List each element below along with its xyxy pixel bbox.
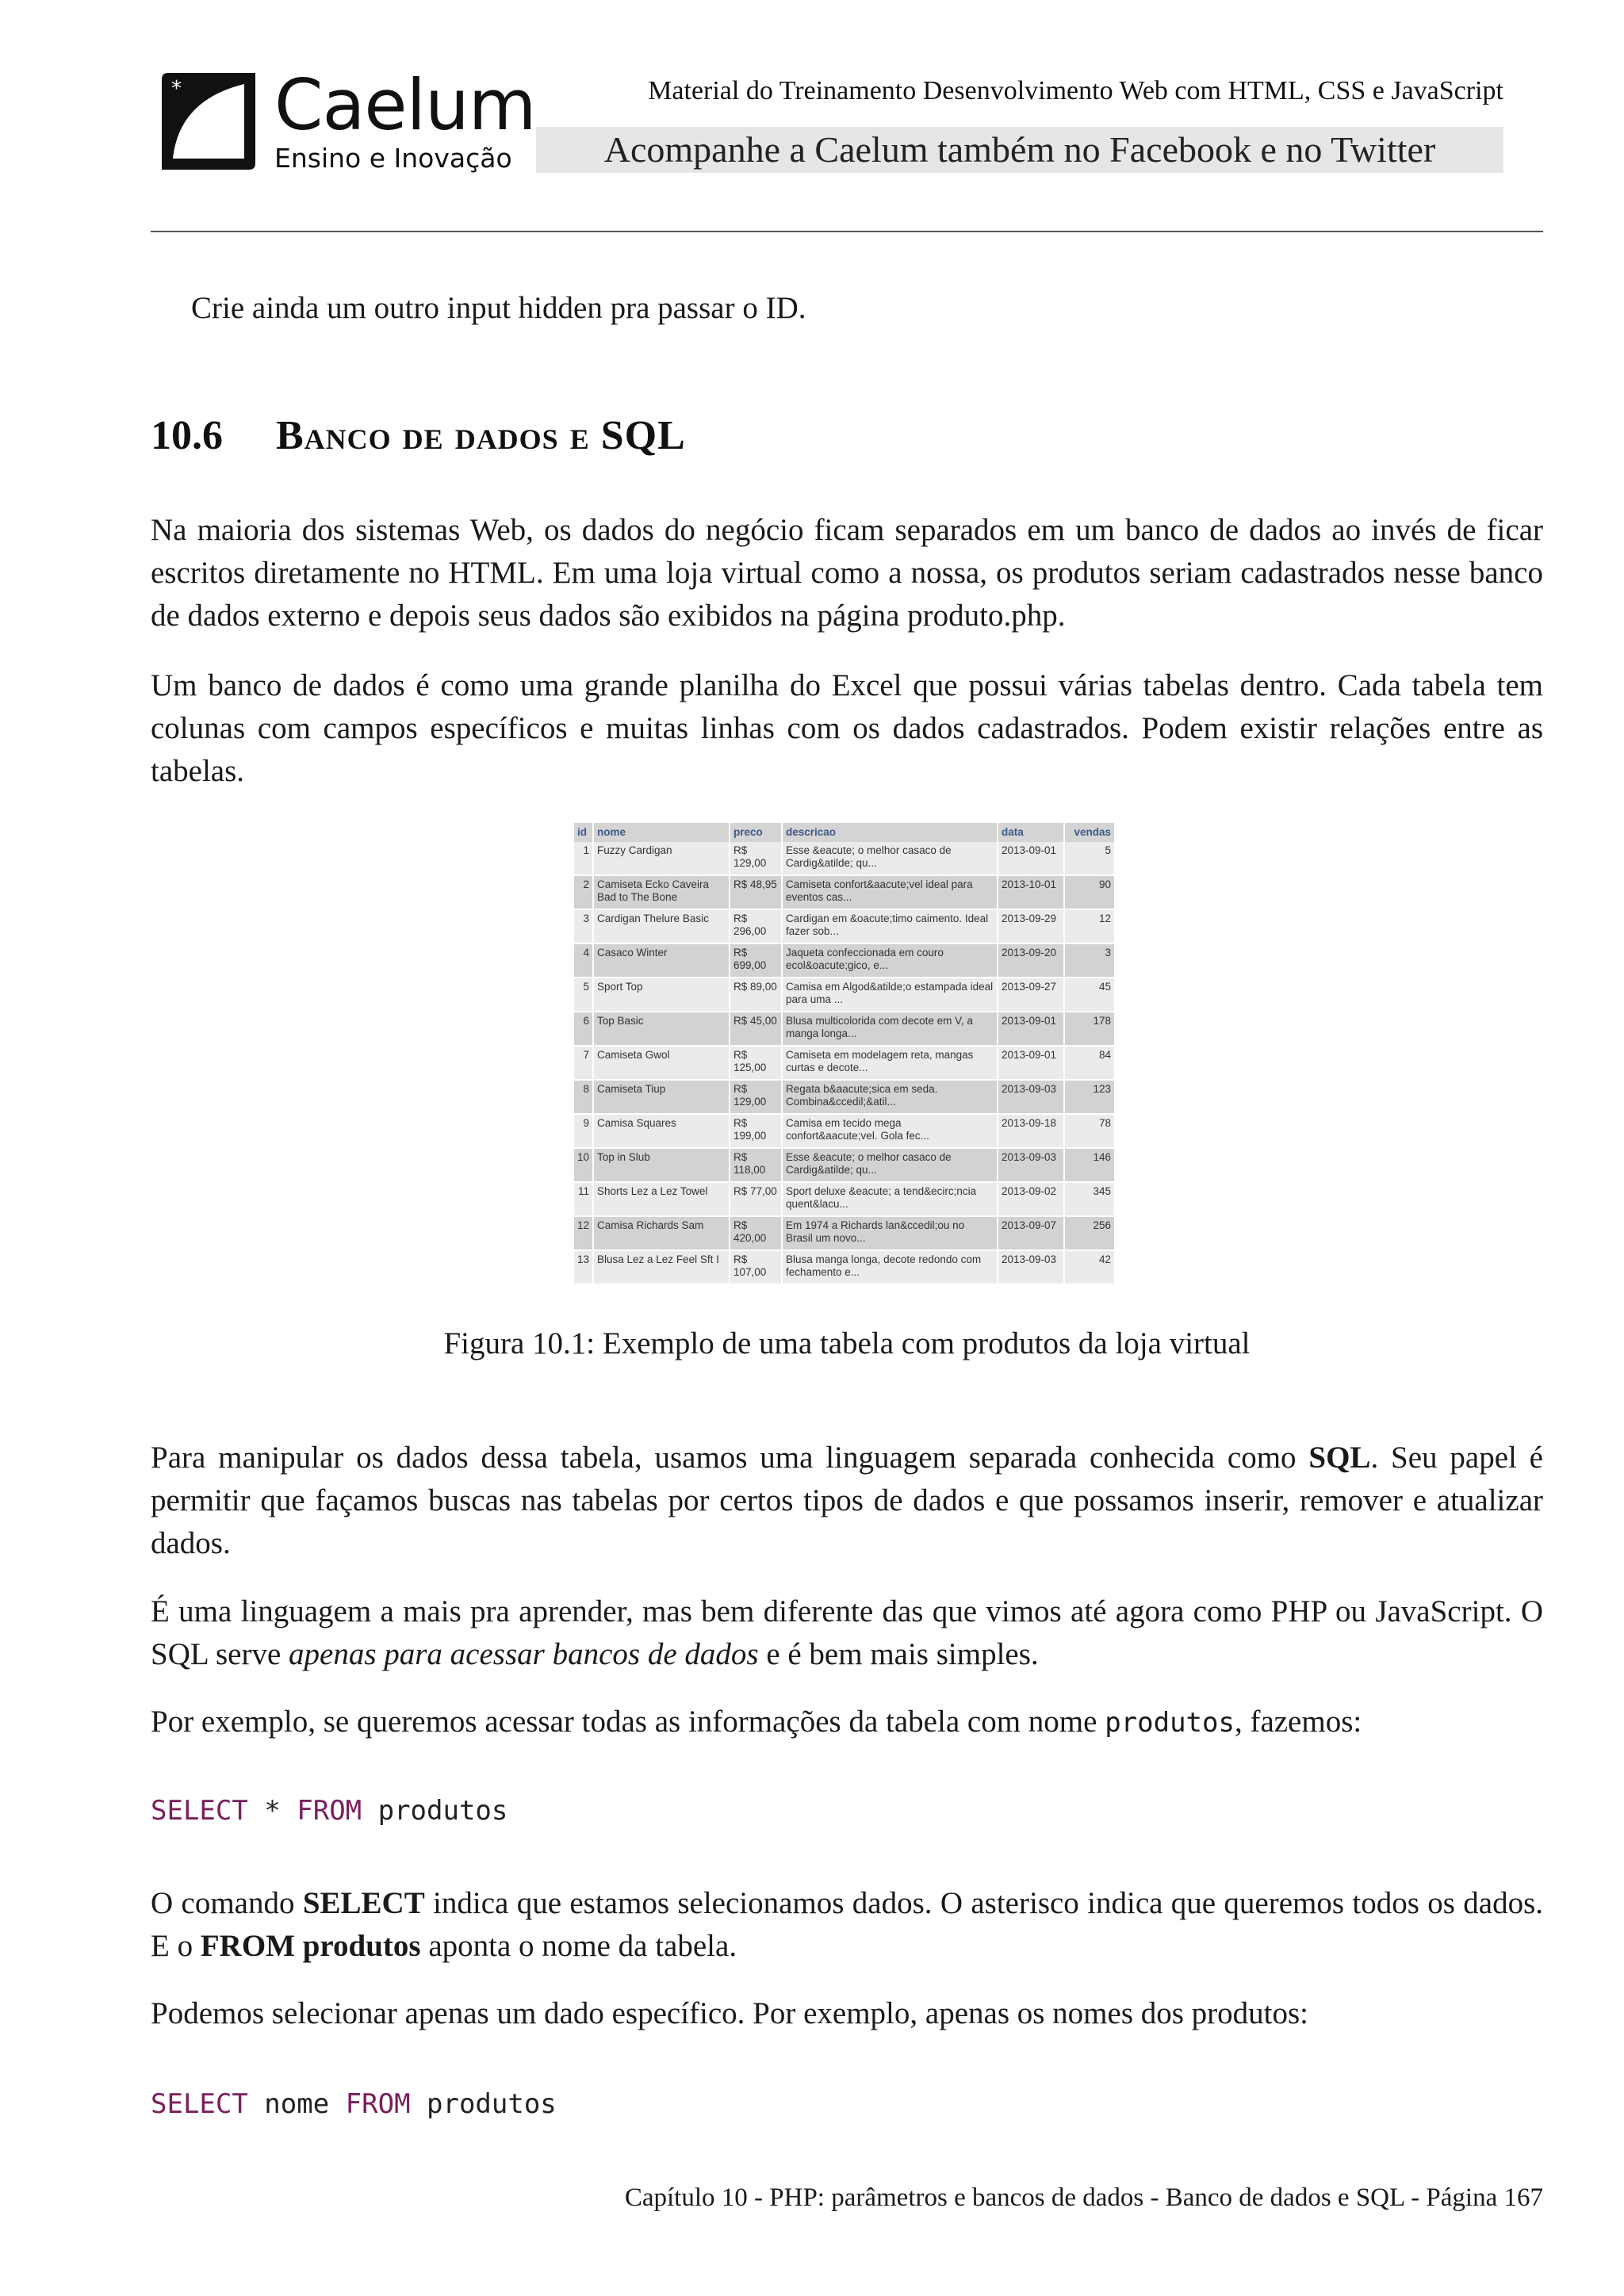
table-cell-data: 2013-09-01 bbox=[998, 1012, 1064, 1046]
bold-term: SQL bbox=[1308, 1441, 1371, 1475]
table-cell-vendas: 178 bbox=[1064, 1012, 1115, 1046]
paragraph-1: Na maioria dos sistemas Web, os dados do negócio ficam separados em um banco de dados ao invés de ficar escritos diretamente no HTML. Em uma loja virtual como a nossa, os produtos seriam cadastrados nesse banco de dados externo e depois seus dados são exibidos na página produto.php. bbox=[151, 513, 1543, 633]
column-header: nome bbox=[593, 823, 730, 842]
text-run: É uma linguagem a mais pra aprender, mas bem diferente das que vimos até agora como PHP ou JavaScript. O SQL serve bbox=[151, 1594, 1543, 1671]
table-cell-nome: Camiseta Gwol bbox=[593, 1046, 730, 1080]
table-cell-nome: Top in Slub bbox=[593, 1148, 730, 1182]
table-cell-vendas: 12 bbox=[1064, 909, 1115, 943]
table-cell-preco: R$ 125,00 bbox=[730, 1046, 782, 1080]
code-text: produtos bbox=[410, 2088, 557, 2120]
table-cell-id: 8 bbox=[574, 1080, 593, 1114]
material-title: Material do Treinamento Desenvolvimento Web com HTML, CSS e JavaScript bbox=[648, 76, 1503, 105]
table-cell-vendas: 78 bbox=[1064, 1114, 1115, 1148]
code-text: produtos bbox=[362, 1795, 508, 1827]
table-cell-id: 13 bbox=[574, 1250, 593, 1284]
table-cell-data: 2013-09-01 bbox=[998, 1046, 1064, 1080]
table-row bbox=[574, 875, 1115, 909]
table-cell-id: 4 bbox=[574, 943, 593, 978]
table-cell-preco: R$ 420,00 bbox=[730, 1216, 782, 1250]
table-cell-descricao: Sport deluxe &eacute; a tend&ecirc;ncia quent&lacu... bbox=[782, 1182, 998, 1216]
header-divider bbox=[151, 231, 1543, 232]
products-table-figure bbox=[574, 823, 1116, 1285]
table-cell-nome: Camiseta Ecko Caveira Bad to The Bone bbox=[593, 875, 730, 909]
code-keyword: SELECT bbox=[151, 1795, 248, 1827]
text-run: aponta o nome da tabela. bbox=[420, 1929, 737, 1963]
table-cell-data: 2013-09-18 bbox=[998, 1114, 1064, 1148]
table-cell-preco: R$ 129,00 bbox=[730, 842, 782, 875]
text-run: , fazemos: bbox=[1234, 1705, 1362, 1739]
paragraph-4 bbox=[151, 1590, 1543, 1676]
column-header: id bbox=[574, 823, 593, 842]
table-cell-descricao: Camisa em Algod&atilde;o estampada ideal para uma ... bbox=[782, 978, 998, 1012]
table-cell-vendas: 90 bbox=[1064, 875, 1115, 909]
inline-code: produtos bbox=[1105, 1707, 1235, 1739]
table-cell-data: 2013-09-27 bbox=[998, 978, 1064, 1012]
section-heading bbox=[151, 412, 686, 459]
italic-phrase: apenas para acessar bancos de dados bbox=[289, 1637, 759, 1671]
table-cell-descricao: Esse &eacute; o melhor casaco de Cardig&atilde; qu... bbox=[782, 1148, 998, 1182]
logo-wordmark bbox=[274, 64, 536, 174]
table-cell-data: 2013-09-01 bbox=[998, 842, 1064, 875]
code-keyword: SELECT bbox=[151, 2088, 248, 2120]
paragraph-5 bbox=[151, 1701, 1543, 1744]
table-row bbox=[574, 1250, 1115, 1284]
table-cell-preco: R$ 199,00 bbox=[730, 1114, 782, 1148]
table-row bbox=[574, 1216, 1115, 1250]
table-cell-descricao: Jaqueta confeccionada em couro ecol&oacute;gico, e... bbox=[782, 943, 998, 978]
table-cell-descricao: Em 1974 a Richards lan&ccedil;ou no Brasil um novo... bbox=[782, 1216, 998, 1250]
table-cell-nome: Camisa Squares bbox=[593, 1114, 730, 1148]
table-cell-data: 2013-10-01 bbox=[998, 875, 1064, 909]
table-header-row bbox=[574, 823, 1115, 842]
section-title: Banco de dados e SQL bbox=[276, 413, 686, 458]
table-cell-nome: Casaco Winter bbox=[593, 943, 730, 978]
table-cell-id: 9 bbox=[574, 1114, 593, 1148]
table-cell-descricao: Camiseta confort&aacute;vel ideal para eventos cas... bbox=[782, 875, 998, 909]
table-cell-nome: Cardigan Thelure Basic bbox=[593, 909, 730, 943]
bold-term: FROM produtos bbox=[200, 1929, 421, 1963]
table-cell-preco: R$ 699,00 bbox=[730, 943, 782, 978]
table-row bbox=[574, 1012, 1115, 1046]
paragraph-3 bbox=[151, 1437, 1543, 1565]
text-run: Por exemplo, se queremos acessar todas as informações da tabela com nome bbox=[151, 1705, 1105, 1739]
bold-term: SELECT bbox=[302, 1886, 425, 1920]
table-cell-nome: Blusa Lez a Lez Feel Sft I bbox=[593, 1250, 730, 1284]
text-run: O comando bbox=[151, 1886, 303, 1920]
column-header: descricao bbox=[782, 823, 998, 842]
table-cell-descricao: Blusa multicolorida com decote em V, a manga longa... bbox=[782, 1012, 998, 1046]
column-header: vendas bbox=[1064, 823, 1115, 842]
table-row bbox=[574, 1046, 1115, 1080]
table-row bbox=[574, 909, 1115, 943]
table-cell-data: 2013-09-29 bbox=[998, 909, 1064, 943]
table-cell-id: 2 bbox=[574, 875, 593, 909]
table-cell-nome: Top Basic bbox=[593, 1012, 730, 1046]
table-cell-id: 3 bbox=[574, 909, 593, 943]
table-cell-vendas: 5 bbox=[1064, 842, 1115, 875]
table-row bbox=[574, 1114, 1115, 1148]
table-cell-descricao: Regata b&aacute;sica em seda. Combina&ccedil;&atil... bbox=[782, 1080, 998, 1114]
table-row bbox=[574, 943, 1115, 978]
table-cell-nome: Camisa Richards Sam bbox=[593, 1216, 730, 1250]
table-cell-nome: Fuzzy Cardigan bbox=[593, 842, 730, 875]
social-banner: Acompanhe a Caelum também no Facebook e no Twitter bbox=[536, 127, 1503, 173]
table-cell-id: 11 bbox=[574, 1182, 593, 1216]
table-row bbox=[574, 1182, 1115, 1216]
table-cell-preco: R$ 77,00 bbox=[730, 1182, 782, 1216]
figure-caption: Figura 10.1: Exemplo de uma tabela com produtos da loja virtual bbox=[443, 1326, 1251, 1360]
text-run: indica que estamos selecionamos dados. O asterisco indica que queremos todos os dados. E o bbox=[151, 1886, 1544, 1963]
code-keyword: FROM bbox=[345, 2088, 411, 2120]
table-cell-descricao: Camisa em tecido mega confort&aacute;vel. Gola fec... bbox=[782, 1114, 998, 1148]
table-cell-descricao: Camiseta em modelagem reta, mangas curtas e decote... bbox=[782, 1046, 998, 1080]
table-cell-preco: R$ 296,00 bbox=[730, 909, 782, 943]
table-row bbox=[574, 978, 1115, 1012]
table-cell-data: 2013-09-03 bbox=[998, 1148, 1064, 1182]
table-cell-descricao: Esse &eacute; o melhor casaco de Cardig&atilde; qu... bbox=[782, 842, 998, 875]
table-cell-id: 5 bbox=[574, 978, 593, 1012]
table-cell-preco: R$ 118,00 bbox=[730, 1148, 782, 1182]
table-cell-preco: R$ 89,00 bbox=[730, 978, 782, 1012]
paragraph-2: Um banco de dados é como uma grande planilha do Excel que possui várias tabelas dentro. Cada tabela tem colunas com campos específicos e muitas linhas com os dados cadastrados. Podem existir relações entre as tabelas. bbox=[151, 668, 1543, 788]
code-block-select-nome bbox=[151, 2088, 557, 2120]
table-cell-descricao: Blusa manga longa, decote redondo com fechamento e... bbox=[782, 1250, 998, 1284]
table-row bbox=[574, 1080, 1115, 1114]
table-cell-data: 2013-09-03 bbox=[998, 1080, 1064, 1114]
paragraph-6 bbox=[151, 1882, 1543, 1968]
table-cell-preco: R$ 107,00 bbox=[730, 1250, 782, 1284]
svg-text:*: * bbox=[171, 77, 182, 101]
table-cell-nome: Sport Top bbox=[593, 978, 730, 1012]
column-header: preco bbox=[730, 823, 782, 842]
table-cell-id: 12 bbox=[574, 1216, 593, 1250]
text-run: . Seu papel é permitir que façamos buscas nas tabelas por certos tipos de dados e que possamos inserir, remover e atualizar dados. bbox=[151, 1441, 1543, 1560]
table-cell-vendas: 45 bbox=[1064, 978, 1115, 1012]
page-footer: Capítulo 10 - PHP: parâmetros e bancos de dados - Banco de dados e SQL - Página 167 bbox=[624, 2183, 1543, 2212]
text-run: Para manipular os dados dessa tabela, usamos uma linguagem separada conhecida como bbox=[151, 1441, 1309, 1475]
column-header: data bbox=[998, 823, 1064, 842]
table-cell-nome: Camiseta Tiup bbox=[593, 1080, 730, 1114]
table-cell-data: 2013-09-20 bbox=[998, 943, 1064, 978]
table-cell-vendas: 42 bbox=[1064, 1250, 1115, 1284]
table-cell-vendas: 345 bbox=[1064, 1182, 1115, 1216]
table-row bbox=[574, 842, 1115, 875]
table-cell-preco: R$ 48,95 bbox=[730, 875, 782, 909]
table-cell-nome: Shorts Lez a Lez Towel bbox=[593, 1182, 730, 1216]
code-text: nome bbox=[247, 2088, 346, 2120]
table-cell-id: 1 bbox=[574, 842, 593, 875]
code-block-select-all bbox=[151, 1795, 508, 1827]
logo-name: Caelum bbox=[274, 64, 536, 146]
logo-tagline: Ensino e Inovação bbox=[274, 143, 512, 174]
code-text: * bbox=[247, 1795, 297, 1827]
table-cell-descricao: Cardigan em &oacute;timo caimento. Ideal fazer sob... bbox=[782, 909, 998, 943]
table-cell-preco: R$ 45,00 bbox=[730, 1012, 782, 1046]
code-keyword: FROM bbox=[297, 1795, 362, 1827]
table-cell-vendas: 146 bbox=[1064, 1148, 1115, 1182]
table-cell-id: 7 bbox=[574, 1046, 593, 1080]
text-run: e é bem mais simples. bbox=[758, 1637, 1039, 1671]
table-cell-vendas: 3 bbox=[1064, 943, 1115, 978]
table-cell-id: 10 bbox=[574, 1148, 593, 1182]
paragraph-7: Podemos selecionar apenas um dado específico. Por exemplo, apenas os nomes dos produtos: bbox=[151, 1996, 1309, 2030]
table-cell-data: 2013-09-02 bbox=[998, 1182, 1064, 1216]
caelum-logo-icon bbox=[155, 68, 262, 174]
table-row bbox=[574, 1148, 1115, 1182]
section-number: 10.6 bbox=[151, 413, 223, 458]
table-cell-id: 6 bbox=[574, 1012, 593, 1046]
table-cell-data: 2013-09-03 bbox=[998, 1250, 1064, 1284]
table-cell-vendas: 123 bbox=[1064, 1080, 1115, 1114]
table-cell-data: 2013-09-07 bbox=[998, 1216, 1064, 1250]
table-cell-preco: R$ 129,00 bbox=[730, 1080, 782, 1114]
table-cell-vendas: 84 bbox=[1064, 1046, 1115, 1080]
intro-paragraph: Crie ainda um outro input hidden pra passar o ID. bbox=[191, 291, 806, 325]
table-cell-vendas: 256 bbox=[1064, 1216, 1115, 1250]
